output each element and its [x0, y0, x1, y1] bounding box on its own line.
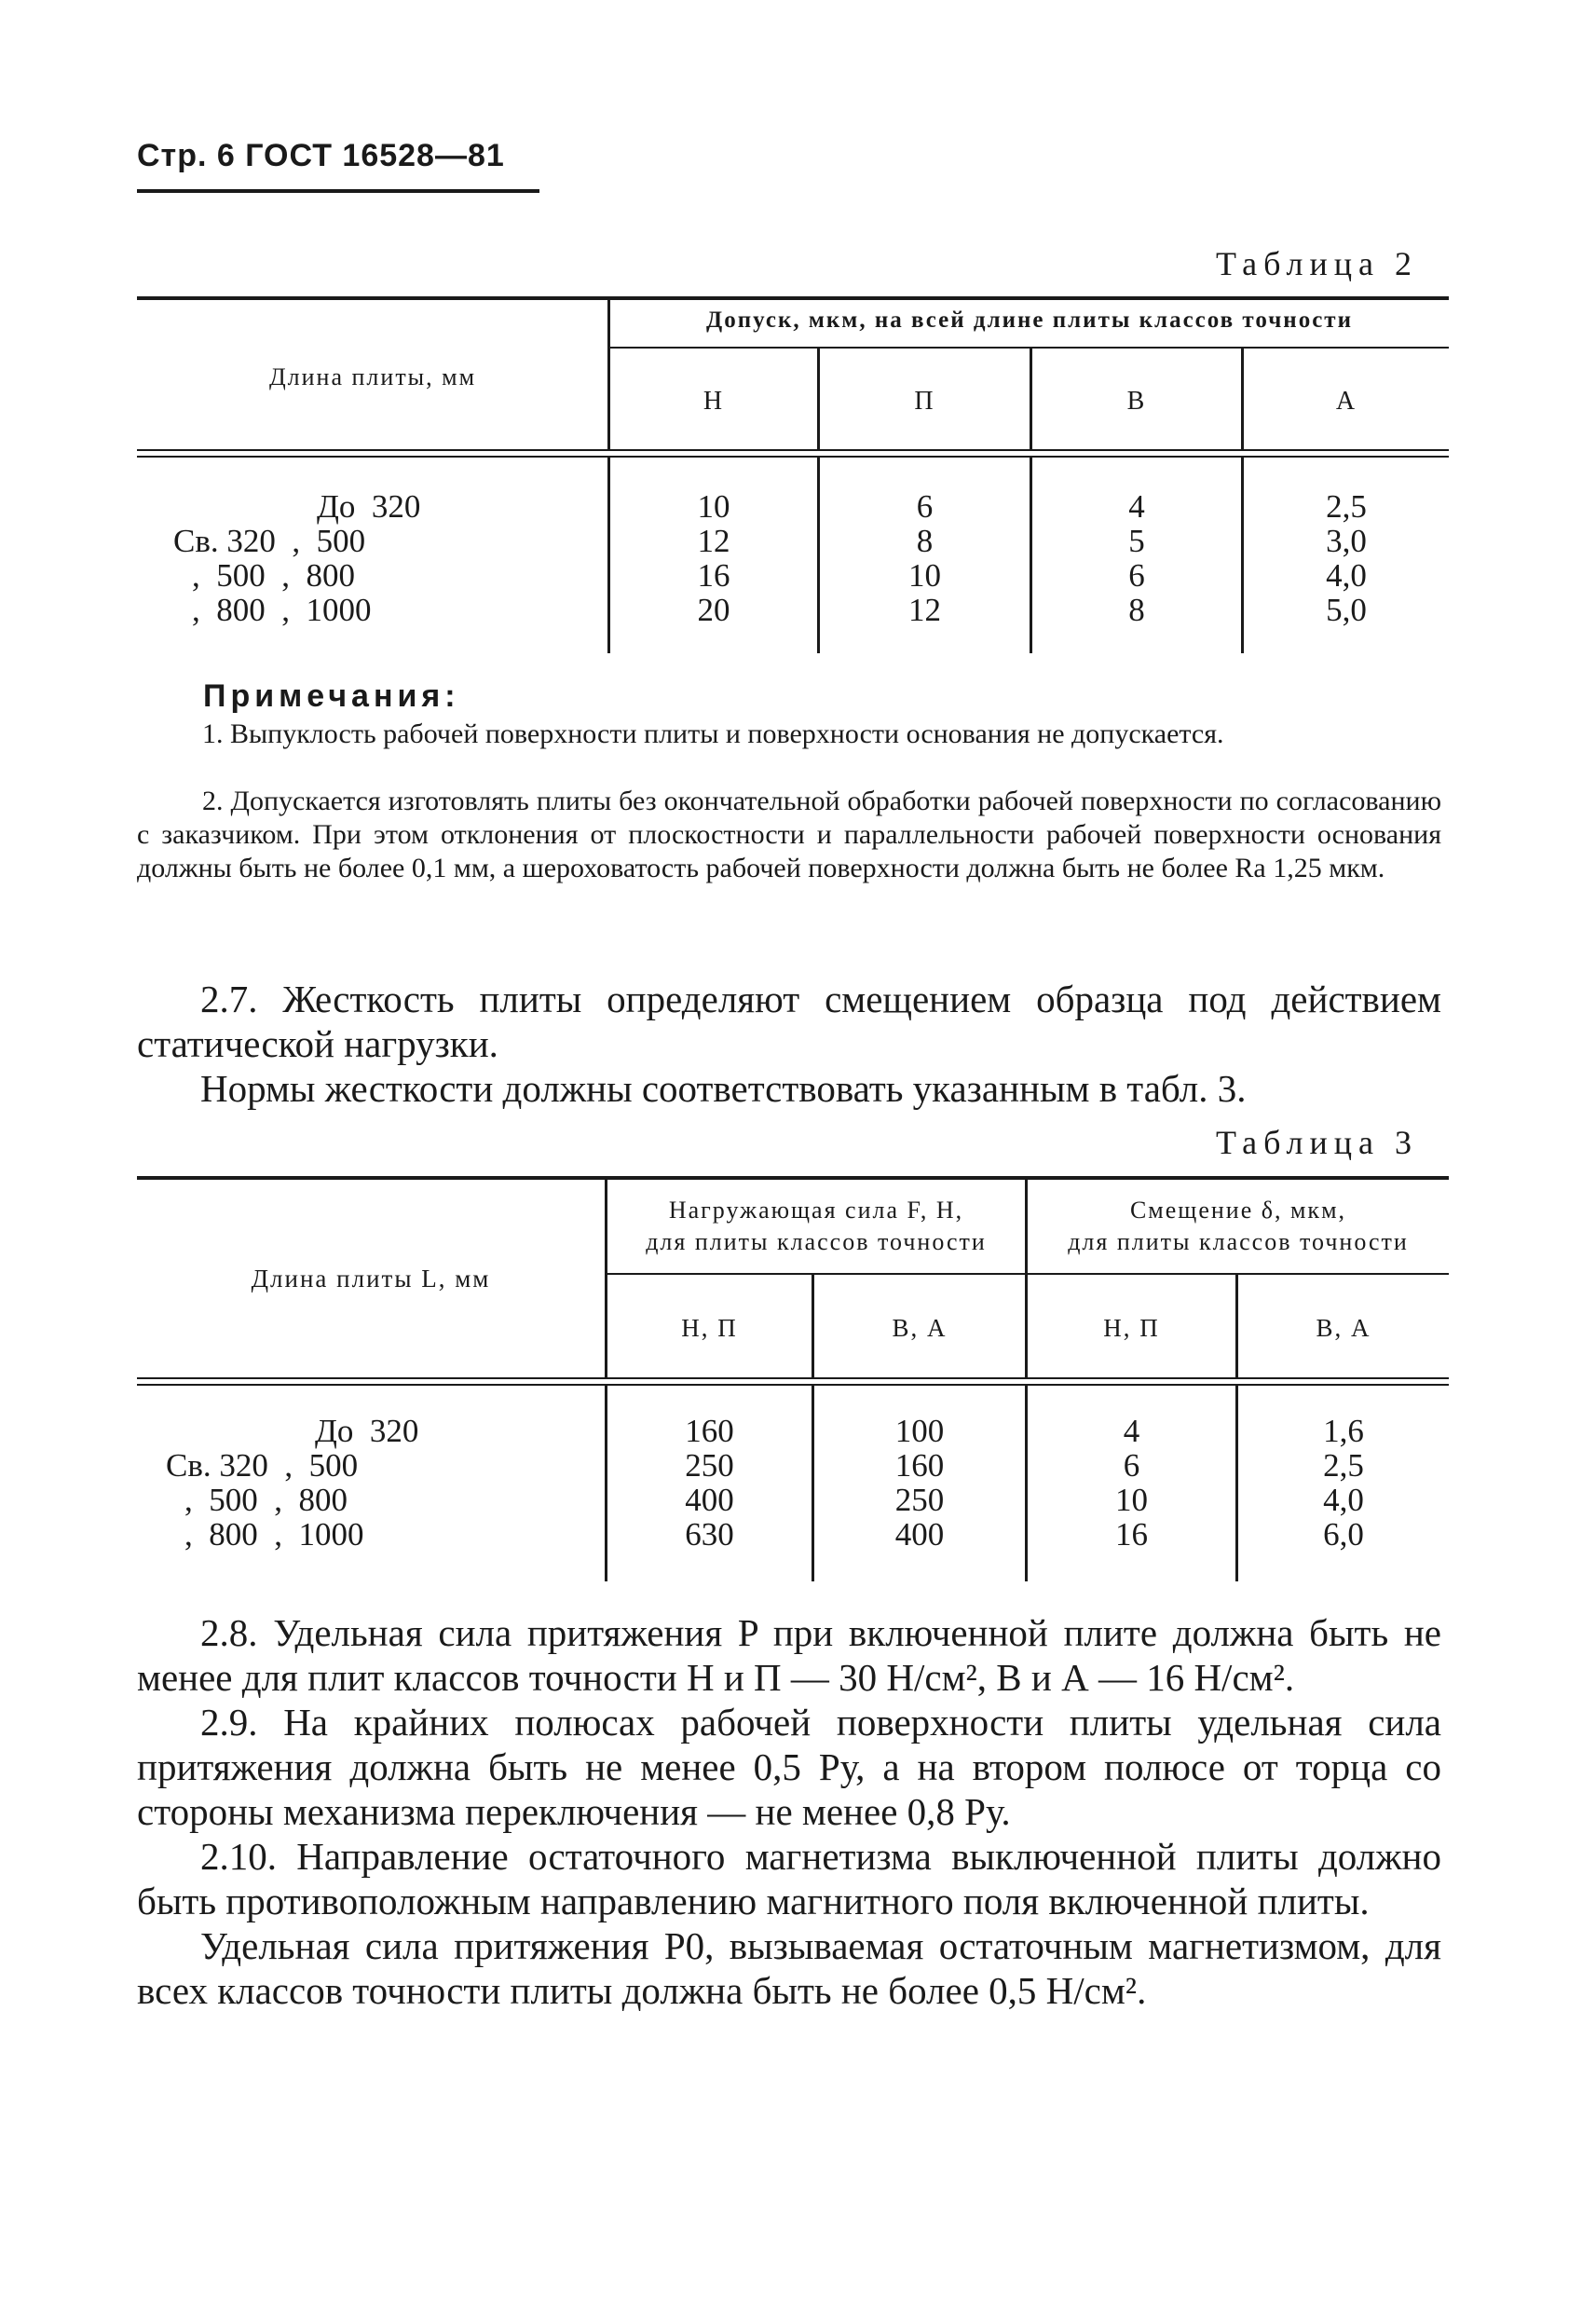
table2-col-v: 4 5 6 8: [1128, 488, 1145, 628]
table3-row-label-3: , 500 , 800: [184, 1482, 348, 1518]
notes-heading: Примечания:: [203, 678, 460, 714]
paragraph-2-10: 2.10. Направление остаточного магнетизма выключенной плиты должно быть противоположным направлению магнитного поля включенной плиты.: [137, 1835, 1441, 1922]
table2-class-a: А: [1335, 387, 1357, 416]
paragraph-residual-force: Удельная сила притяжения P0, вызываемая остаточным магнетизмом, для всех классов точности плиты должна быть не более 0,5 Н/см².: [137, 1924, 1441, 2012]
section-2-8-2-10: [137, 1610, 1441, 2013]
table2-title: Таблица 2: [1216, 245, 1418, 282]
note-1: 1. Выпуклость рабочей поверхности плиты и поверхности основания не допускается.: [202, 718, 1224, 749]
table2-col-h: 10 12 16 20: [697, 488, 730, 628]
table3-col-shift-va: 1,6 2,5 4,0 6,0: [1323, 1413, 1364, 1553]
header-rule: [137, 189, 539, 193]
table3-sub-header-4: В, А: [1316, 1314, 1371, 1342]
table2-row-label-3: , 500 , 800: [192, 557, 355, 594]
table2-top-rule: [137, 296, 1449, 300]
table3-group1-header-line1: Нагружающая сила F, H,: [668, 1197, 964, 1224]
table3-head-rule-1: [137, 1377, 1449, 1379]
section-2-7: [137, 977, 1441, 1111]
table2-col-p: 6 8 10 12: [908, 488, 941, 628]
table3-group2-header-line2: для плиты классов точности: [1068, 1228, 1409, 1255]
note-2: 2. Допускается изготовлять плиты без окончательной обработки рабочей поверхности по согласованию с заказчиком. При этом отклонения от плоскостности и параллельности рабочей поверхности основания должны быть не более 0,1 мм, а шероховатость рабочей поверхности должна быть не более Ra 1,25 мкм.: [137, 786, 1441, 883]
paragraph-2-8: 2.8. Удельная сила притяжения P при включенной плите должна быть не менее для плит классов точности Н и П — 30 Н/см², В и А — 16 Н/см².: [137, 1611, 1441, 1699]
table3-row-label-1: До 320: [315, 1413, 419, 1449]
paragraph-2-9: 2.9. На крайних полюсах рабочей поверхности плиты удельная сила притяжения должна быть не менее 0,5 Pу, а на втором полюсе от торца со стороны механизма переключения — не менее 0,8 Pу.: [137, 1701, 1441, 1833]
table3-top-rule: [137, 1176, 1449, 1180]
table2-group-header: Допуск, мкм, на всей длине плиты классов точности: [706, 308, 1353, 333]
table2-col0-header: Длина плиты, мм: [268, 363, 477, 390]
page-header: Стр. 6 ГОСТ 16528—81: [137, 138, 505, 173]
table2-col-a: 2,5 3,0 4,0 5,0: [1326, 488, 1367, 628]
table3-col0-header: Длина плиты L, мм: [251, 1265, 491, 1293]
table2-row-label-2: Св. 320 , 500: [173, 523, 366, 559]
table3-group1-header-line2: для плиты классов точности: [646, 1228, 987, 1255]
table3-col-shift-np: 4 6 10 16: [1115, 1413, 1148, 1553]
table3-col-force-np: 160 250 400 630: [685, 1413, 734, 1553]
table3-sub-header-2: В, А: [892, 1314, 948, 1342]
table3-sub-header-1: Н, П: [681, 1314, 738, 1342]
table3-title: Таблица 3: [1216, 1124, 1418, 1161]
paragraph-2-7-norms: Нормы жесткости должны соответствовать указанным в табл. 3.: [200, 1067, 1247, 1110]
table2-row-label-4: , 800 , 1000: [192, 592, 372, 628]
table2-row-label-1: До 320: [317, 488, 421, 525]
table3-sub-header-3: Н, П: [1103, 1314, 1160, 1342]
table2-group-rule: [607, 347, 1449, 349]
table2-head-rule-1: [137, 449, 1449, 451]
table3-head-rule-2: [137, 1384, 1449, 1386]
paragraph-2-7: 2.7. Жесткость плиты определяют смещением образца под действием статической нагрузки.: [137, 978, 1441, 1065]
table2-head-rule-2: [137, 456, 1449, 458]
table2-class-h: Н: [703, 387, 725, 416]
table3-col-force-va: 100 160 250 400: [894, 1413, 945, 1553]
table3-row-label-4: , 800 , 1000: [184, 1516, 364, 1553]
table3-row-label-2: Св. 320 , 500: [166, 1447, 359, 1484]
table3-group2-header-line1: Смещение δ, мкм,: [1129, 1197, 1347, 1224]
table2-class-p: П: [914, 387, 935, 416]
table2-class-v: В: [1126, 387, 1147, 416]
